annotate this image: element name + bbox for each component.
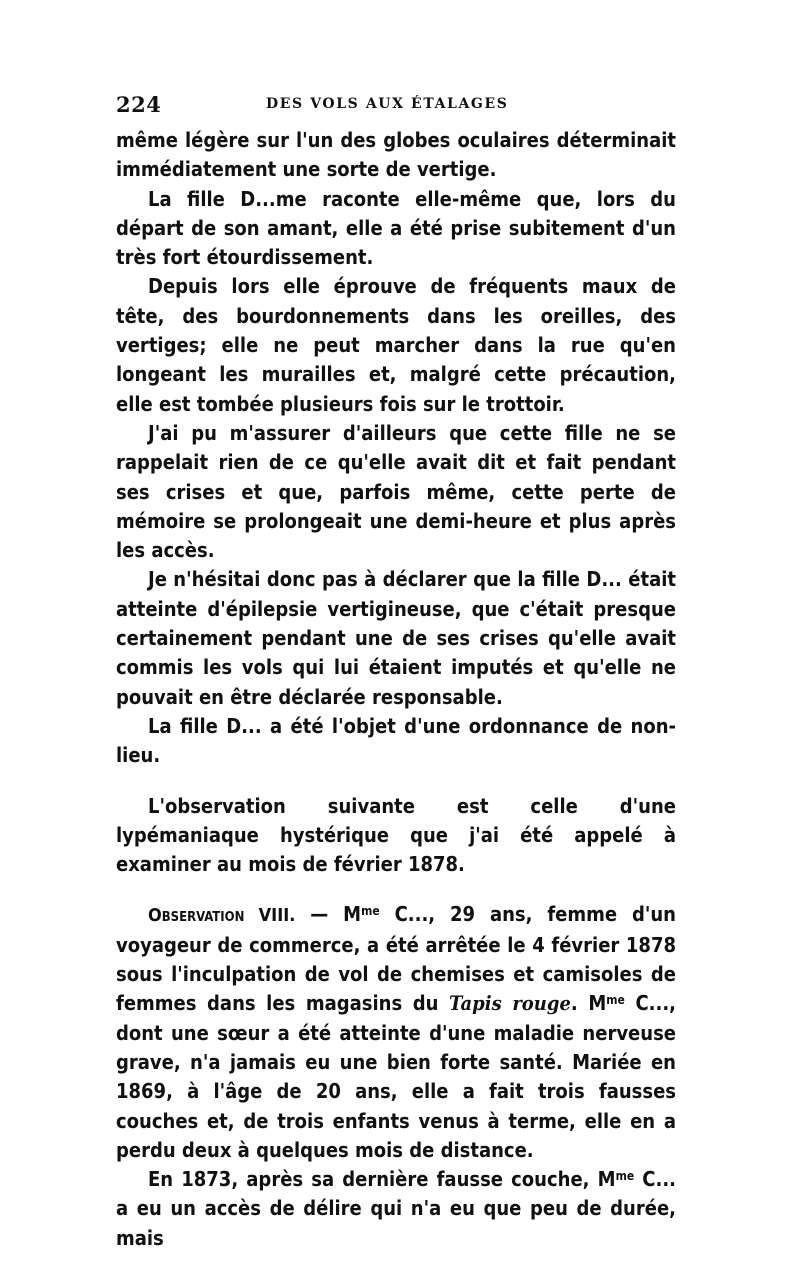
paragraph-9-sup: me — [615, 1169, 635, 1184]
paragraph-2: La fille D...me raconte elle-même que, lors du départ de son amant, elle a été prise subitement d'un très fort étourdissement. — [116, 186, 676, 270]
section-gap — [116, 879, 676, 900]
paragraph-9-text-2: C... a eu un accès de délire qui n'a eu que peu de durée, mais — [116, 1167, 676, 1250]
book-page — [116, 92, 676, 1253]
observation-sup-1: me — [361, 904, 380, 919]
observation-label: Observation VIII. — [148, 905, 296, 927]
paragraph-3: Depuis lors elle éprouve de fréquents maux de tête, des bourdonnements dans les oreilles, des vertiges; elle ne peut marcher dans la rue qu'en longeant les murailles et, malgré cette précaution, elle est tombée plusieurs fois sur le trottoir. — [116, 274, 676, 416]
paragraph-1: même légère sur l'un des globes oculaires déterminait immédiatement une sorte de vertige. — [116, 128, 676, 182]
observation-text-1: C..., 29 ans, femme d'un voyageur de commerce, a été arrêtée le 4 février 1878 sous l'inculpation de vol de chemises et camisoles de femmes dans les magasins du — [116, 902, 676, 1016]
paragraph-9-text-1: En 1873, après sa dernière fausse couche, M — [148, 1167, 616, 1192]
section-gap — [116, 771, 676, 792]
body-text — [116, 126, 676, 1253]
paragraph-6: La fille D... a été l'objet d'une ordonnance de non-lieu. — [116, 713, 676, 768]
paragraph-9 — [116, 1165, 676, 1253]
observation-paragraph — [116, 900, 676, 1165]
observation-sup-2: me — [606, 993, 625, 1008]
page-number: 224 — [116, 92, 162, 117]
running-title: DES VOLS AUX ÉTALAGES — [266, 96, 509, 112]
observation-text-2: . M — [570, 991, 607, 1016]
paragraph-7: L'observation suivante est celle d'une lypémaniaque hystérique que j'ai été appelé à examiner au mois de février 1878. — [116, 793, 676, 877]
shop-name: Tapis rouge — [449, 991, 571, 1016]
observation-text-3: C..., dont une sœur a été atteinte d'une maladie nerveuse grave, n'a jamais eu une bien forte santé. Mariée en 1869, à l'âge de 20 ans, elle a fait trois fausses couches et, de trois enfants venus à terme, elle en a perdu deux à quelques mois de distance. — [116, 991, 676, 1162]
observation-dash: — M — [295, 902, 362, 927]
running-head — [116, 92, 676, 126]
paragraph-4: J'ai pu m'assurer d'ailleurs que cette fille ne se rappelait rien de ce qu'elle avait dit et fait pendant ses crises et que, parfois même, cette perte de mémoire se prolongeait une demi-heure et plus après les accès. — [116, 420, 676, 563]
paragraph-5: Je n'hésitai donc pas à déclarer que la fille D... était atteinte d'épilepsie vertigineuse, que c'était presque certainement pendant une de ses crises qu'elle avait commis les vols qui lui étaient imputés et qu'elle ne pouvait en être déclarée responsable. — [116, 567, 676, 709]
